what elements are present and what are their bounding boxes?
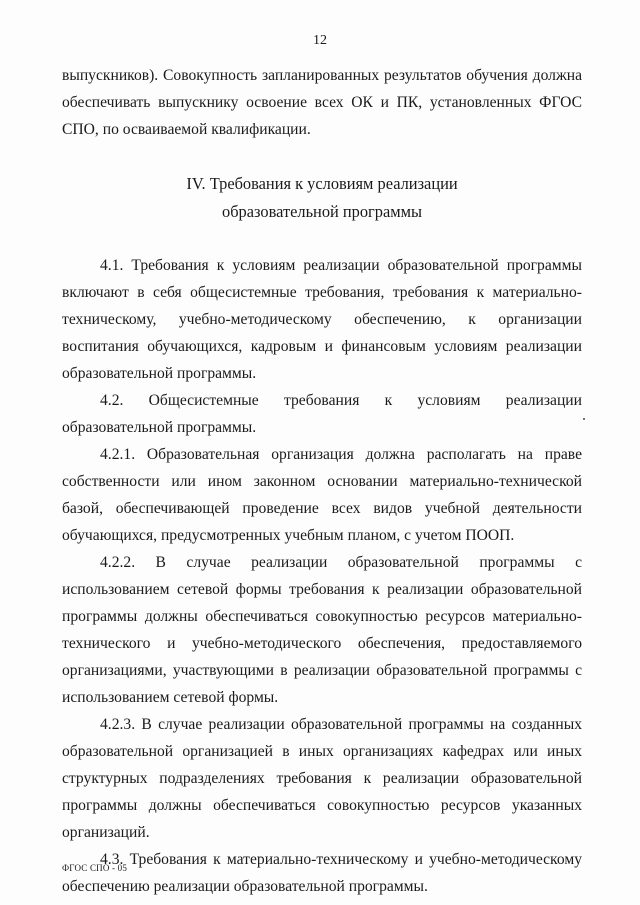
section-heading-line-1: IV. Требования к условиям реализации	[186, 174, 458, 193]
page-footer: ФГОС СПО - 05	[62, 863, 128, 873]
intro-paragraph: выпускников). Совокупность запланированных результатов обучения должна обеспечивать выпускнику освоение всех ОК и ПК, установленных ФГОС СПО, по осваиваемой квалификации.	[62, 67, 582, 138]
paragraph-4-2-1: 4.2.1. Образовательная организация должна располагать на праве собственности или ином законном основании материально-технической базой, обеспечивающей проведение всех видов учебной деятельности обучающихся, предусмотренных учебным планом, с учетом ПООП.	[62, 446, 582, 544]
paragraph-4-2-2: 4.2.2. В случае реализации образовательной программы с использованием сетевой формы требования к реализации образовательной программы должны обеспечиваться совокупностью ресурсов материально-технического и учебно-методического обеспечения, предоставляемого организациями, участвующими в реализации образовательной программы с использованием сетевой формы.	[62, 554, 582, 706]
section-heading-line-2: образовательной программы	[222, 202, 422, 221]
section-heading	[62, 170, 582, 226]
paragraph-4-2: 4.2. Общесистемные требования к условиям реализации образовательной программы.	[62, 392, 582, 436]
paragraph-4-1: 4.1. Требования к условиям реализации образовательной программы включают в себя общесистемные требования, требования к материально-техническому, учебно-методическому обеспечению, к организации воспитания обучающихся, кадровым и финансовым условиям реализации образовательной программы.	[62, 257, 582, 382]
scan-speck	[583, 418, 585, 420]
page-number: 12	[313, 33, 327, 48]
paragraph-4-3: 4.3. Требования к материально-техническому и учебно-методическому обеспечению реализации образовательной программы.	[62, 851, 582, 895]
document-body	[62, 62, 582, 900]
paragraph-4-2-3: 4.2.3. В случае реализации образовательной программы на созданных образовательной организацией в иных организациях кафедрах или иных структурных подразделениях требования к реализации образовательной программы должны обеспечиваться совокупностью ресурсов указанных организаций.	[62, 716, 582, 841]
